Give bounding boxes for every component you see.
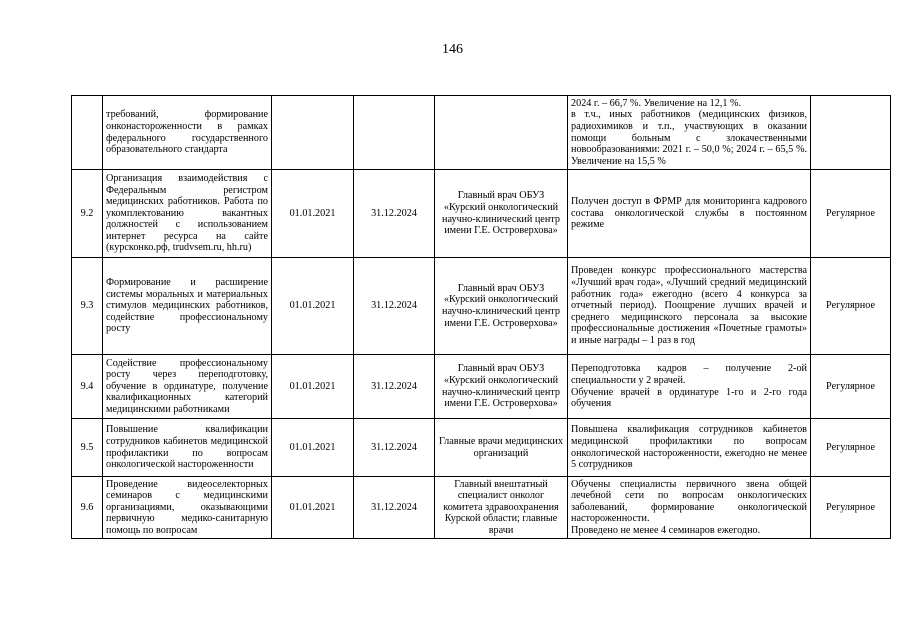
activity-type: [811, 96, 891, 170]
row-number: 9.2: [72, 170, 103, 258]
end-date: 31.12.2024: [354, 258, 435, 355]
row-number: 9.5: [72, 419, 103, 477]
row-number: 9.6: [72, 477, 103, 539]
responsible-executor: Главный врач ОБУЗ «Курский онкологический научно-клинический центр имени Г.Е. Островерхова»: [435, 258, 568, 355]
activity-type: Регулярное: [811, 258, 891, 355]
result-line: Обучение врачей в ординатуре 1-го и 2-го года обучения: [571, 386, 807, 410]
expected-result: [568, 258, 811, 355]
table-row: [72, 170, 891, 258]
activity-description: Организация взаимодействия с Федеральным регистром медицинских работников. Работа по укомплектованию вакантных должностей с использованием интернет ресурса на сайте (курсконко.рф, trudvsem.ru, hh.ru): [103, 170, 272, 258]
start-date: [272, 96, 354, 170]
result-line: Переподготовка кадров – получение 2-ой специальности у 2 врачей.: [571, 363, 807, 386]
expected-result: [568, 419, 811, 477]
responsible-executor: [435, 96, 568, 170]
activity-type: Регулярное: [811, 419, 891, 477]
activity-type: Регулярное: [811, 170, 891, 258]
activity-description: Проведение видеоселекторных семинаров с медицинскими организациями, оказывающими первичную медико-санитарную помощь по вопросам: [103, 477, 272, 539]
plan-table: [71, 95, 891, 539]
responsible-executor: Главный внештатный специалист онколог комитета здравоохранения Курской области; главные врачи: [435, 477, 568, 539]
table-row: [72, 419, 891, 477]
expected-result: [568, 170, 811, 258]
page-number: 146: [442, 42, 463, 57]
result-line: Получен доступ в ФРМР для мониторинга кадрового состава онкологической службы в постоянном режиме: [571, 196, 807, 231]
activity-description: требований, формирование онконастороженности в рамках федерального государственного образовательного стандарта: [103, 96, 272, 170]
result-line: в т.ч., иных работников (медицинских физиков, радиохимиков и т.п., участвующих в оказании помощи больным с злокачественными новообразованиями: 2021 г. – 50,0 %; 2024 г. – 65,5 %. Увеличение на 15,5 %: [571, 109, 807, 167]
end-date: 31.12.2024: [354, 477, 435, 539]
table-row: [72, 96, 891, 170]
end-date: [354, 96, 435, 170]
expected-result: [568, 96, 811, 170]
row-number: [72, 96, 103, 170]
table-row: [72, 355, 891, 419]
result-line: Обучены специалисты первичного звена общей лечебной сети по вопросам онкологических заболеваний, формирование онкологической настороженности.: [571, 478, 807, 525]
activity-description: Повышение квалификации сотрудников кабинетов медицинской профилактики по вопросам онкологической настороженности: [103, 419, 272, 477]
start-date: 01.01.2021: [272, 355, 354, 419]
responsible-executor: Главный врач ОБУЗ «Курский онкологический научно-клинический центр имени Г.Е. Островерхова»: [435, 170, 568, 258]
result-line: Проведен конкурс профессионального мастерства «Лучший врач года», «Лучший средний медицинский работник года» ежегодно (всего 4 конкурса за отчетный период). Поощрение лучших врачей и среднего медицинского персонала за высокие профессиональные достижения «Почетные грамоты» и иные награды – 1 раз в год: [571, 265, 807, 346]
expected-result: [568, 477, 811, 539]
row-number: 9.3: [72, 258, 103, 355]
expected-result: [568, 355, 811, 419]
activity-type: Регулярное: [811, 477, 891, 539]
responsible-executor: Главные врачи медицинских организаций: [435, 419, 568, 477]
end-date: 31.12.2024: [354, 355, 435, 419]
table-row: [72, 258, 891, 355]
table-row: [72, 477, 891, 539]
activity-description: Содействие профессиональному росту через переподготовку, обучение в ординатуре, получение квалификационных категорий медицинскими работниками: [103, 355, 272, 419]
end-date: 31.12.2024: [354, 170, 435, 258]
row-number: 9.4: [72, 355, 103, 419]
start-date: 01.01.2021: [272, 170, 354, 258]
start-date: 01.01.2021: [272, 258, 354, 355]
start-date: 01.01.2021: [272, 419, 354, 477]
start-date: 01.01.2021: [272, 477, 354, 539]
result-line: Проведено не менее 4 семинаров ежегодно.: [571, 524, 761, 536]
end-date: 31.12.2024: [354, 419, 435, 477]
result-line: 2024 г. – 66,7 %. Увеличение на 12,1 %.: [571, 97, 742, 109]
result-line: Повышена квалификация сотрудников кабинетов медицинской профилактики по вопросам онкологической настороженности, ежегодно не менее 5 сотрудников: [571, 424, 807, 471]
responsible-executor: Главный врач ОБУЗ «Курский онкологический научно-клинический центр имени Г.Е. Островерхова»: [435, 355, 568, 419]
activity-type: Регулярное: [811, 355, 891, 419]
activity-description: Формирование и расширение системы моральных и материальных стимулов медицинских работников, содействие профессиональному росту: [103, 258, 272, 355]
